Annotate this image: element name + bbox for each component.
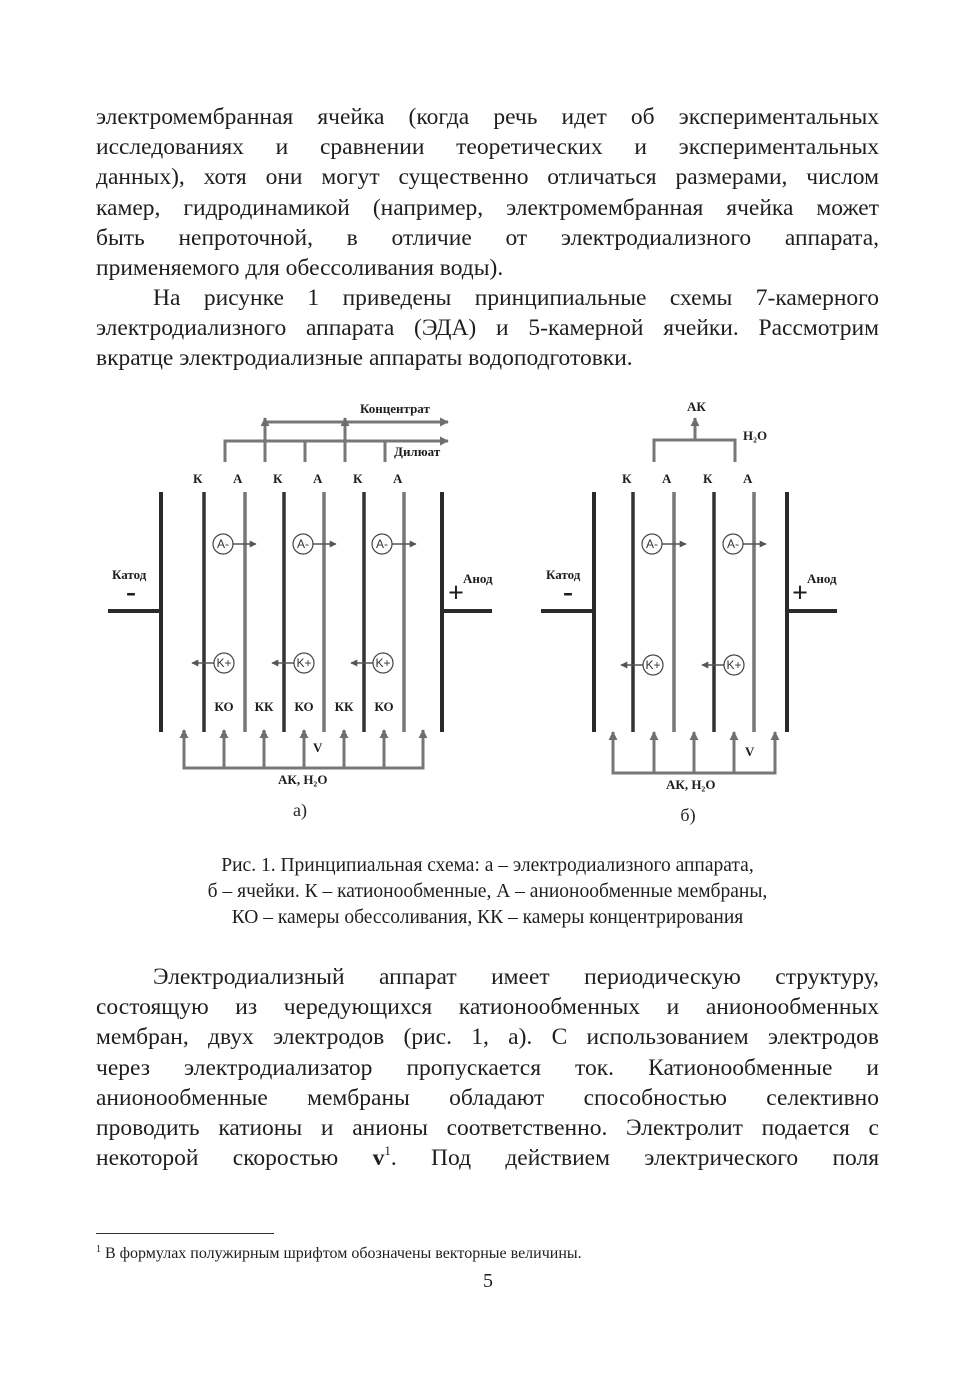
text-line: На рисунке 1 приведены принципиальные схемы 7-камерного [153,285,879,311]
cation-markers [621,655,744,675]
cation-label: K+ [296,656,312,670]
membrane-label: А [313,471,323,486]
text-line: камер, гидродинамикой (например, электромембранная ячейка может [96,194,879,221]
anion-label: A- [376,537,388,551]
page-number: 5 [483,1270,493,1292]
velocity-label: V [745,744,755,759]
text-line: Электродиализный аппарат имеет периодическую структуру, [153,964,879,990]
plus-sign: + [448,578,464,609]
outlet-top-label: АК [687,399,706,414]
inlet-arrows [184,730,423,768]
footnote-text: В формулах полужирным шрифтом обозначены векторные величины. [105,1245,582,1262]
text-line: исследованиях и сравнении теоретических и экспериментальных [96,134,879,161]
membrane-labels [622,471,753,486]
anode-label: Анод [807,571,837,586]
anion-label: A- [297,537,309,551]
membrane-label: К [353,471,363,486]
footnote [96,1244,582,1263]
chamber-label: КК [334,699,354,714]
paragraph-1 [96,102,879,283]
chamber-label: КК [254,699,274,714]
water-label: H₂O [743,428,768,443]
concentrate-label: Концентрат [360,401,430,416]
text-line: применяемого для обессоливания воды). [96,255,504,282]
minus-sign: - [563,575,573,608]
cathode-label: Катод [546,567,581,582]
text-line: через электродиализатор пропускается ток. Катионообменные и [96,1054,879,1081]
paragraph-2 [96,283,879,374]
inlet-label: АК, H₂O [278,772,328,787]
caption-line: КО – камеры обессоливания, КК – камеры концентрирования [231,907,744,928]
minus-sign: - [126,575,136,608]
chamber-labels [214,699,393,714]
chamber-label: КО [214,699,234,714]
outlet-manifold [654,440,735,462]
membrane-label: А [743,471,753,486]
membranes-a [204,492,404,732]
membrane-label: К [273,471,283,486]
text-line: мембран, двух электродов (рис. 1, а). С использованием электродов [96,1024,879,1051]
vector-symbol: v [372,1145,385,1172]
membranes-b [633,492,754,732]
subfigure-label-b: б) [680,805,696,825]
chamber-label: КО [294,699,314,714]
chamber-label: КО [374,699,394,714]
figure-1-schemes [0,388,976,833]
figure-caption [96,853,879,931]
text-line: состоящую из чередующихся катионообменных и анионообменных [96,994,879,1021]
membrane-label: К [622,471,632,486]
cation-label: K+ [375,656,391,670]
text-line [96,1143,879,1173]
text-line: электромембранная ячейка (когда речь идет об экспериментальных [96,104,879,130]
membrane-label: А [662,471,672,486]
plus-sign: + [792,578,808,609]
membrane-label: А [233,471,243,486]
text-fragment: . Под действием электрического поля [390,1145,880,1172]
caption-line: б – ячейки. К – катионообменные, А – анионообменные мембраны, [207,881,768,902]
membrane-label: К [193,471,203,486]
membrane-label: К [703,471,713,486]
text-line: данных), хотя они могут существенно отличаться размерами, числом [96,164,879,191]
text-line: электродиализного аппарата (ЭДА) и 5-камерной ячейки. Рассмотрим [96,315,879,342]
velocity-label: V [313,740,323,755]
anode-label: Анод [463,571,493,586]
footnote-ref[interactable]: 1 [384,1143,391,1159]
cation-label: K+ [726,658,742,672]
anion-markers [642,534,766,554]
footnote-divider [96,1233,274,1234]
cation-label: K+ [645,658,661,672]
text-line: анионообменные мембраны обладают способностью селективно [96,1084,879,1111]
text-fragment: некоторой скоростью [96,1145,339,1172]
diagram-a [108,401,493,821]
diluate-label: Дилюат [394,444,441,459]
cathode-label: Катод [112,567,147,582]
anion-label: A- [727,537,739,551]
inlet-label: АК, H₂O [666,777,716,792]
subfigure-label-a: а) [293,800,307,820]
footnote-mark: 1 [96,1244,101,1255]
anion-label: A- [646,537,658,551]
anion-label: A- [217,537,229,551]
text-line: быть непроточной, в отличие от электродиализного аппарата, [96,224,879,251]
paragraph-3 [96,962,879,1173]
caption-line: Рис. 1. Принципиальная схема: а – электродиализного аппарата, [221,855,754,876]
membrane-labels [193,471,403,486]
text-line: вкратце электродиализные аппараты водоподготовки. [96,345,633,372]
membrane-label: А [393,471,403,486]
cation-label: K+ [216,656,232,670]
text-line: проводить катионы и анионы соответственно. Электролит подается с [96,1115,879,1142]
diagram-b [541,399,837,826]
